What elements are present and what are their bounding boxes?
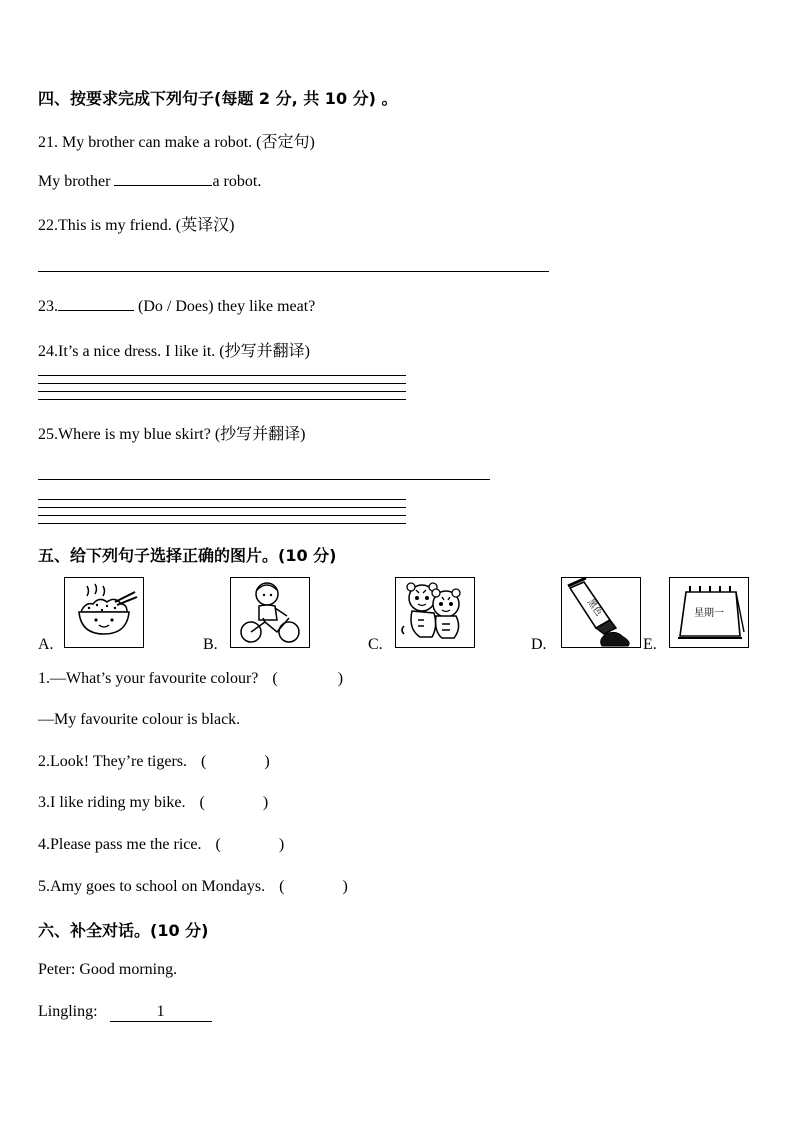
dialogue-blank-1[interactable]: 1 xyxy=(110,1003,212,1022)
writing-line[interactable] xyxy=(38,399,406,400)
answer-paren[interactable]: ( ) xyxy=(279,878,348,895)
answer-line[interactable] xyxy=(38,271,549,272)
item-text: 3.I like riding my bike. xyxy=(38,794,186,811)
writing-line[interactable] xyxy=(38,383,406,384)
question-25: 25.Where is my blue skirt? (抄写并翻译) xyxy=(38,426,306,443)
answer-line[interactable] xyxy=(38,479,490,480)
picture-label-e: E. xyxy=(643,636,657,653)
answer-blank[interactable] xyxy=(58,296,134,311)
match-item-1 xyxy=(38,670,343,688)
item-text: 4.Please pass me the rice. xyxy=(38,836,202,853)
answer-blank[interactable] xyxy=(114,171,212,186)
item-text: 1.—What’s your favourite colour? xyxy=(38,670,259,687)
answer-paren[interactable]: ( ) xyxy=(201,753,270,770)
writing-line[interactable] xyxy=(38,375,406,376)
section-6-title: 六、补全对话。(10 分) xyxy=(38,921,209,940)
writing-line[interactable] xyxy=(38,499,406,500)
question-number: 23. xyxy=(38,298,58,315)
speaker-name: Lingling: xyxy=(38,1003,98,1020)
question-24: 24.It’s a nice dress. I like it. (抄写并翻译) xyxy=(38,343,310,360)
answer-paren[interactable]: ( ) xyxy=(199,794,269,811)
match-item-1-reply: —My favourite colour is black. xyxy=(38,711,241,728)
match-item-5 xyxy=(38,878,348,896)
question-23 xyxy=(38,296,315,316)
picture-label-a: A. xyxy=(38,636,54,653)
picture-label-b: B. xyxy=(203,636,218,653)
dialogue-line-lingling xyxy=(38,1003,212,1022)
black-paint-tube-icon[interactable] xyxy=(561,577,641,648)
answer-paren[interactable]: ( ) xyxy=(272,670,344,687)
question-21-answer-line xyxy=(38,171,261,191)
answer-suffix: a robot. xyxy=(212,173,262,190)
question-22: 22.This is my friend. (英译汉) xyxy=(38,217,235,234)
answer-paren[interactable]: ( ) xyxy=(215,836,285,853)
match-item-4 xyxy=(38,836,284,854)
match-item-3 xyxy=(38,794,268,812)
section-5-title: 五、给下列句子选择正确的图片。(10 分) xyxy=(38,546,337,565)
rice-bowl-icon[interactable] xyxy=(64,577,144,648)
picture-label-d: D. xyxy=(531,636,547,653)
picture-label-c: C. xyxy=(368,636,383,653)
section-4-title: 四、按要求完成下列句子(每题 2 分, 共 10 分) 。 xyxy=(38,89,398,108)
bike-rider-icon[interactable] xyxy=(230,577,310,648)
tube-label: 黑色 xyxy=(584,597,604,619)
question-21: 21. My brother can make a robot. (否定句) xyxy=(38,134,315,151)
calendar-monday-icon[interactable] xyxy=(669,577,749,648)
question-text: (Do / Does) they like meat? xyxy=(138,298,316,315)
answer-prefix: My brother xyxy=(38,173,111,190)
writing-line[interactable] xyxy=(38,515,406,516)
writing-line[interactable] xyxy=(38,523,406,524)
calendar-label: 星期一 xyxy=(694,608,724,619)
writing-line[interactable] xyxy=(38,507,406,508)
dialogue-line-peter: Peter: Good morning. xyxy=(38,961,178,978)
item-text: 5.Amy goes to school on Mondays. xyxy=(38,878,266,895)
writing-line[interactable] xyxy=(38,391,406,392)
item-text: 2.Look! They’re tigers. xyxy=(38,753,187,770)
tigers-icon[interactable] xyxy=(395,577,475,648)
match-item-2 xyxy=(38,753,270,771)
